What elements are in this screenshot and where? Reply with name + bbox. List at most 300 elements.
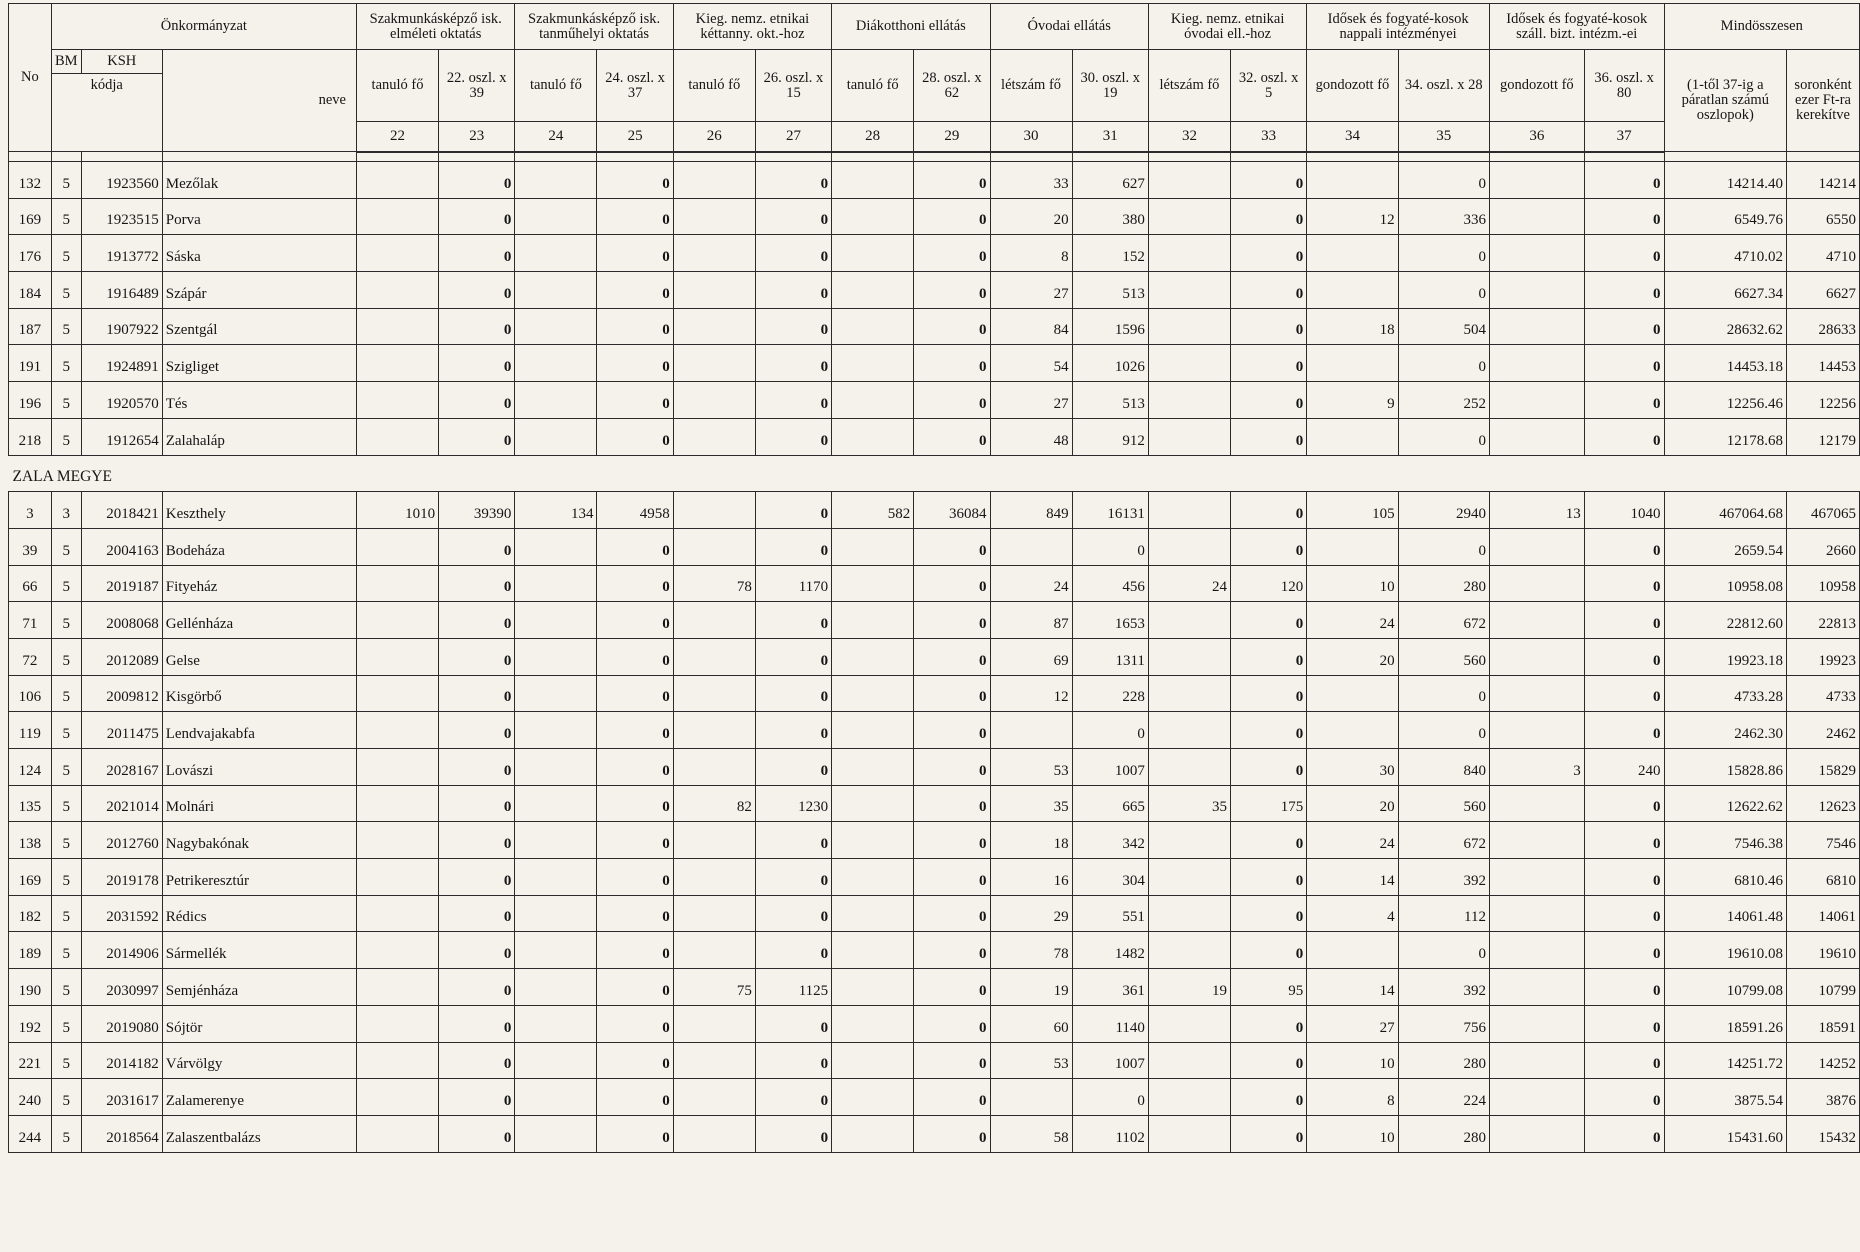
table-cell: 0 — [914, 895, 990, 932]
table-cell — [1489, 1042, 1584, 1079]
table-cell: 2004163 — [81, 528, 162, 565]
table-cell — [1489, 1079, 1584, 1116]
table-cell: 19610.08 — [1664, 932, 1787, 969]
table-row — [9, 822, 1860, 859]
table-cell: 0 — [1230, 492, 1306, 529]
table-cell: 1140 — [1072, 1005, 1148, 1042]
table-cell: 0 — [1230, 712, 1306, 749]
table-cell — [832, 1079, 914, 1116]
table-cell: 175 — [1230, 785, 1306, 822]
table-cell: 0 — [1230, 1005, 1306, 1042]
table-cell: 28633 — [1787, 308, 1860, 345]
table-cell — [1489, 418, 1584, 455]
table-cell — [1489, 895, 1584, 932]
table-cell: 5 — [51, 638, 81, 675]
table-cell — [673, 602, 755, 639]
table-cell: 0 — [1230, 859, 1306, 896]
table-cell: 1920570 — [81, 382, 162, 419]
table-cell: 0 — [1230, 235, 1306, 272]
header-sub: létszám fő — [1148, 50, 1230, 122]
table-body — [9, 152, 1860, 1153]
table-cell: 0 — [1584, 969, 1664, 1006]
table-cell — [356, 345, 438, 382]
table-row — [9, 345, 1860, 382]
spacer-cell — [914, 152, 990, 162]
municipality-name: Kisgörbő — [162, 675, 356, 712]
table-cell: 5 — [51, 859, 81, 896]
table-cell — [515, 712, 597, 749]
table-cell — [515, 528, 597, 565]
table-cell: 0 — [914, 565, 990, 602]
municipality-name: Petrikeresztúr — [162, 859, 356, 896]
table-cell — [1307, 345, 1398, 382]
table-cell: 2462 — [1787, 712, 1860, 749]
table-cell: 87 — [990, 602, 1072, 639]
table-cell — [515, 565, 597, 602]
table-cell — [356, 308, 438, 345]
table-cell — [1489, 932, 1584, 969]
table-cell: 513 — [1072, 272, 1148, 309]
header-sub: soronként ezer Ft-ra kerekítve — [1787, 50, 1860, 152]
table-cell: 12179 — [1787, 418, 1860, 455]
table-cell: 14214 — [1787, 162, 1860, 199]
table-cell: 5 — [51, 969, 81, 1006]
table-cell: 18591 — [1787, 1005, 1860, 1042]
table-cell: 0 — [755, 1042, 831, 1079]
table-cell: 138 — [9, 822, 52, 859]
table-cell: 0 — [755, 602, 831, 639]
spacer-cell — [162, 152, 356, 162]
table-cell: 0 — [1398, 345, 1489, 382]
table-row — [9, 1042, 1860, 1079]
table-cell: 0 — [1584, 308, 1664, 345]
table-cell: 1311 — [1072, 638, 1148, 675]
table-cell — [515, 749, 597, 786]
table-cell: 0 — [914, 198, 990, 235]
table-cell: 0 — [1584, 638, 1664, 675]
table-cell — [356, 198, 438, 235]
table-cell — [1148, 492, 1230, 529]
table-cell: 0 — [439, 712, 515, 749]
table-cell — [515, 308, 597, 345]
table-cell — [673, 638, 755, 675]
table-cell: 134 — [515, 492, 597, 529]
table-cell — [515, 235, 597, 272]
table-cell — [356, 565, 438, 602]
table-cell: 0 — [755, 1115, 831, 1152]
table-cell: 182 — [9, 895, 52, 932]
table-cell: 36084 — [914, 492, 990, 529]
table-cell: 1230 — [755, 785, 831, 822]
table-cell: 0 — [914, 785, 990, 822]
table-cell: 0 — [439, 272, 515, 309]
table-cell: 189 — [9, 932, 52, 969]
table-row — [9, 418, 1860, 455]
header-ksh: KSH — [81, 50, 162, 74]
table-row — [9, 895, 1860, 932]
table-cell: 672 — [1398, 822, 1489, 859]
header-onkormanyzat: Önkormányzat — [51, 4, 356, 50]
municipality-name: Sármellék — [162, 932, 356, 969]
table-cell: 14453 — [1787, 345, 1860, 382]
table-cell: 0 — [755, 712, 831, 749]
spacer-cell — [990, 152, 1072, 162]
table-cell — [1148, 1042, 1230, 1079]
municipality-name: Porva — [162, 198, 356, 235]
table-cell — [673, 822, 755, 859]
table-cell — [1148, 822, 1230, 859]
table-cell: 169 — [9, 198, 52, 235]
table-cell — [832, 198, 914, 235]
column-number: 23 — [439, 122, 515, 152]
table-cell: 5 — [51, 712, 81, 749]
table-cell: 152 — [1072, 235, 1148, 272]
table-cell: 10958 — [1787, 565, 1860, 602]
table-cell: 22813 — [1787, 602, 1860, 639]
table-cell: 0 — [1584, 822, 1664, 859]
table-cell — [1307, 418, 1398, 455]
table-cell: 0 — [1584, 565, 1664, 602]
table-cell: 24 — [1148, 565, 1230, 602]
table-cell — [832, 932, 914, 969]
header-sub: 24. oszl. x 37 — [597, 50, 673, 122]
table-cell — [673, 859, 755, 896]
table-cell — [1148, 638, 1230, 675]
table-cell: 0 — [439, 638, 515, 675]
table-cell — [1148, 528, 1230, 565]
table-cell: 0 — [1398, 162, 1489, 199]
table-cell: 0 — [1230, 418, 1306, 455]
table-row — [9, 638, 1860, 675]
table-cell: 0 — [597, 602, 673, 639]
table-cell: 82 — [673, 785, 755, 822]
table-cell: 191 — [9, 345, 52, 382]
table-cell: 0 — [439, 308, 515, 345]
table-cell — [515, 1079, 597, 1116]
table-cell — [1307, 272, 1398, 309]
table-cell: 78 — [673, 565, 755, 602]
municipality-name: Várvölgy — [162, 1042, 356, 1079]
table-cell: 0 — [1230, 382, 1306, 419]
table-cell: 14214.40 — [1664, 162, 1787, 199]
column-number: 30 — [990, 122, 1072, 152]
table-cell: 14251.72 — [1664, 1042, 1787, 1079]
table-cell: 5 — [51, 308, 81, 345]
table-cell: 224 — [1398, 1079, 1489, 1116]
table-cell: 15829 — [1787, 749, 1860, 786]
table-cell: 0 — [1230, 932, 1306, 969]
table-cell: 13 — [1489, 492, 1584, 529]
table-cell — [515, 1005, 597, 1042]
table-cell: 192 — [9, 1005, 52, 1042]
spacer-row — [9, 152, 1860, 162]
table-cell: 7546.38 — [1664, 822, 1787, 859]
table-cell — [356, 1005, 438, 1042]
table-cell — [832, 785, 914, 822]
table-cell: 1007 — [1072, 749, 1148, 786]
table-cell: 0 — [1584, 162, 1664, 199]
table-cell: 0 — [1230, 162, 1306, 199]
table-cell — [673, 162, 755, 199]
table-cell: 0 — [1584, 1115, 1664, 1152]
table-cell: 0 — [597, 895, 673, 932]
table-cell: 0 — [1584, 1079, 1664, 1116]
table-cell: 2660 — [1787, 528, 1860, 565]
table-row — [9, 785, 1860, 822]
table-cell: 0 — [755, 272, 831, 309]
table-cell: 4710 — [1787, 235, 1860, 272]
table-cell — [832, 308, 914, 345]
table-cell — [832, 382, 914, 419]
table-cell: 3875.54 — [1664, 1079, 1787, 1116]
table-cell — [832, 969, 914, 1006]
table-cell: 467064.68 — [1664, 492, 1787, 529]
column-number: 35 — [1398, 122, 1489, 152]
table-cell — [515, 602, 597, 639]
table-cell: 0 — [1230, 308, 1306, 345]
spacer-cell — [356, 152, 438, 162]
table-cell — [515, 418, 597, 455]
table-cell: 280 — [1398, 1115, 1489, 1152]
header-sub: létszám fő — [990, 50, 1072, 122]
table-cell — [832, 895, 914, 932]
table-cell: 1170 — [755, 565, 831, 602]
table-cell: 0 — [914, 602, 990, 639]
table-cell — [356, 1042, 438, 1079]
header-group: Idősek és fogyaté-kosok száll. bizt. intézm.-ei — [1489, 4, 1664, 50]
table-cell: 2021014 — [81, 785, 162, 822]
table-cell: 6627.34 — [1664, 272, 1787, 309]
table-cell: 0 — [439, 1079, 515, 1116]
table-cell — [1148, 602, 1230, 639]
table-cell: 15431.60 — [1664, 1115, 1787, 1152]
column-number: 26 — [673, 122, 755, 152]
table-cell: 0 — [1584, 272, 1664, 309]
table-cell: 582 — [832, 492, 914, 529]
table-cell: 5 — [51, 198, 81, 235]
header-sub: 28. oszl. x 62 — [914, 50, 990, 122]
table-row — [9, 1079, 1860, 1116]
table-cell: 280 — [1398, 1042, 1489, 1079]
table-cell — [832, 528, 914, 565]
table-cell — [1148, 712, 1230, 749]
table-cell: 0 — [439, 528, 515, 565]
municipality-name: Keszthely — [162, 492, 356, 529]
table-cell: 380 — [1072, 198, 1148, 235]
table-cell: 190 — [9, 969, 52, 1006]
header-sub: (1-től 37-ig a páratlan számú oszlopok) — [1664, 50, 1787, 152]
table-cell: 0 — [1398, 418, 1489, 455]
table-cell: 169 — [9, 859, 52, 896]
table-cell: 627 — [1072, 162, 1148, 199]
table-cell: 19 — [1148, 969, 1230, 1006]
table-cell: 0 — [755, 895, 831, 932]
table-cell: 0 — [914, 418, 990, 455]
table-row — [9, 162, 1860, 199]
table-cell — [515, 272, 597, 309]
table-cell — [356, 749, 438, 786]
table-cell: 0 — [1230, 675, 1306, 712]
header-sub: gondozott fő — [1489, 50, 1584, 122]
table-cell — [1307, 235, 1398, 272]
table-cell: 5 — [51, 418, 81, 455]
table-cell: 4 — [1307, 895, 1398, 932]
table-cell: 0 — [914, 1115, 990, 1152]
table-cell: 0 — [755, 859, 831, 896]
table-cell — [1148, 859, 1230, 896]
table-cell: 53 — [990, 1042, 1072, 1079]
header-kodja: kódja — [51, 74, 162, 152]
table-cell: 5 — [51, 1042, 81, 1079]
table-cell: 0 — [755, 308, 831, 345]
table-cell: 22812.60 — [1664, 602, 1787, 639]
column-number: 34 — [1307, 122, 1398, 152]
table-cell — [515, 1042, 597, 1079]
table-cell — [832, 675, 914, 712]
table-cell: 28632.62 — [1664, 308, 1787, 345]
table-cell: 8 — [1307, 1079, 1398, 1116]
table-cell: 112 — [1398, 895, 1489, 932]
table-row — [9, 859, 1860, 896]
municipality-name: Semjénháza — [162, 969, 356, 1006]
table-cell: 0 — [914, 712, 990, 749]
table-cell: 12256.46 — [1664, 382, 1787, 419]
table-cell: 66 — [9, 565, 52, 602]
table-cell: 0 — [597, 565, 673, 602]
table-cell: 0 — [755, 198, 831, 235]
table-cell — [1489, 1005, 1584, 1042]
table-cell: 54 — [990, 345, 1072, 382]
table-cell: 5 — [51, 162, 81, 199]
table-cell: 0 — [1230, 822, 1306, 859]
table-cell: 12623 — [1787, 785, 1860, 822]
table-cell — [356, 785, 438, 822]
table-cell: 0 — [1584, 382, 1664, 419]
spacer-cell — [1230, 152, 1306, 162]
table-cell: 0 — [439, 602, 515, 639]
table-cell: 1026 — [1072, 345, 1148, 382]
table-cell — [356, 859, 438, 896]
table-cell: 1923515 — [81, 198, 162, 235]
table-cell: 0 — [597, 235, 673, 272]
table-cell: 0 — [914, 932, 990, 969]
table-cell: 672 — [1398, 602, 1489, 639]
table-cell — [990, 1079, 1072, 1116]
table-cell: 16 — [990, 859, 1072, 896]
table-cell — [1148, 675, 1230, 712]
table-cell: 0 — [439, 418, 515, 455]
table-cell: 187 — [9, 308, 52, 345]
table-cell: 24 — [1307, 822, 1398, 859]
table-cell — [832, 345, 914, 382]
column-number: 22 — [356, 122, 438, 152]
table-cell: 2011475 — [81, 712, 162, 749]
spacer-cell — [1072, 152, 1148, 162]
table-cell: 1913772 — [81, 235, 162, 272]
table-cell: 0 — [439, 895, 515, 932]
table-cell: 4733.28 — [1664, 675, 1787, 712]
table-cell: 0 — [1584, 785, 1664, 822]
table-cell — [673, 418, 755, 455]
table-cell: 0 — [1398, 528, 1489, 565]
table-cell — [356, 932, 438, 969]
spacer-cell — [1489, 152, 1584, 162]
header-sub: gondozott fő — [1307, 50, 1398, 122]
table-cell: 3 — [51, 492, 81, 529]
table-cell: 912 — [1072, 418, 1148, 455]
table-cell: 0 — [755, 492, 831, 529]
table-cell: 244 — [9, 1115, 52, 1152]
table-cell: 6627 — [1787, 272, 1860, 309]
spacer-cell — [1398, 152, 1489, 162]
table-cell — [515, 638, 597, 675]
table-cell: 2031617 — [81, 1079, 162, 1116]
table-cell: 0 — [439, 162, 515, 199]
header-sub: 26. oszl. x 15 — [755, 50, 831, 122]
table-cell — [832, 859, 914, 896]
header-neve: neve — [162, 50, 356, 152]
table-cell: 5 — [51, 345, 81, 382]
table-cell: 0 — [1398, 235, 1489, 272]
table-header — [9, 4, 1860, 152]
table-cell: 6549.76 — [1664, 198, 1787, 235]
table-cell — [1148, 1079, 1230, 1116]
table-cell: 0 — [1584, 345, 1664, 382]
table-cell — [673, 528, 755, 565]
table-cell: 0 — [1072, 1079, 1148, 1116]
header-sub: 32. oszl. x 5 — [1230, 50, 1306, 122]
table-cell: 240 — [1584, 749, 1664, 786]
table-cell: 0 — [1398, 712, 1489, 749]
table-cell — [515, 198, 597, 235]
spacer-cell — [1787, 152, 1860, 162]
header-group: Mindösszesen — [1664, 4, 1859, 50]
municipality-name: Molnári — [162, 785, 356, 822]
table-row — [9, 969, 1860, 1006]
municipality-name: Szigliget — [162, 345, 356, 382]
table-cell — [673, 1042, 755, 1079]
table-cell: 19923 — [1787, 638, 1860, 675]
header-group: Szakmunkásképző isk. tanműhelyi oktatás — [515, 4, 673, 50]
table-cell: 0 — [914, 1079, 990, 1116]
table-cell: 0 — [439, 675, 515, 712]
table-cell — [832, 418, 914, 455]
table-row — [9, 602, 1860, 639]
table-cell: 72 — [9, 638, 52, 675]
table-cell: 10799 — [1787, 969, 1860, 1006]
table-cell: 39 — [9, 528, 52, 565]
municipality-name: Sáska — [162, 235, 356, 272]
table-cell: 9 — [1307, 382, 1398, 419]
table-cell: 0 — [1584, 859, 1664, 896]
table-cell: 0 — [914, 859, 990, 896]
table-cell: 0 — [755, 675, 831, 712]
table-cell — [832, 602, 914, 639]
table-cell — [1489, 198, 1584, 235]
table-cell — [1489, 859, 1584, 896]
table-cell — [515, 895, 597, 932]
table-cell — [1307, 675, 1398, 712]
table-cell: 0 — [1230, 272, 1306, 309]
table-cell: 4958 — [597, 492, 673, 529]
table-cell: 0 — [1398, 272, 1489, 309]
table-cell — [832, 1005, 914, 1042]
table-cell — [356, 235, 438, 272]
municipality-name: Nagybakónak — [162, 822, 356, 859]
spacer-cell — [1664, 152, 1787, 162]
table-cell: 252 — [1398, 382, 1489, 419]
municipality-name: Zalamerenye — [162, 1079, 356, 1116]
